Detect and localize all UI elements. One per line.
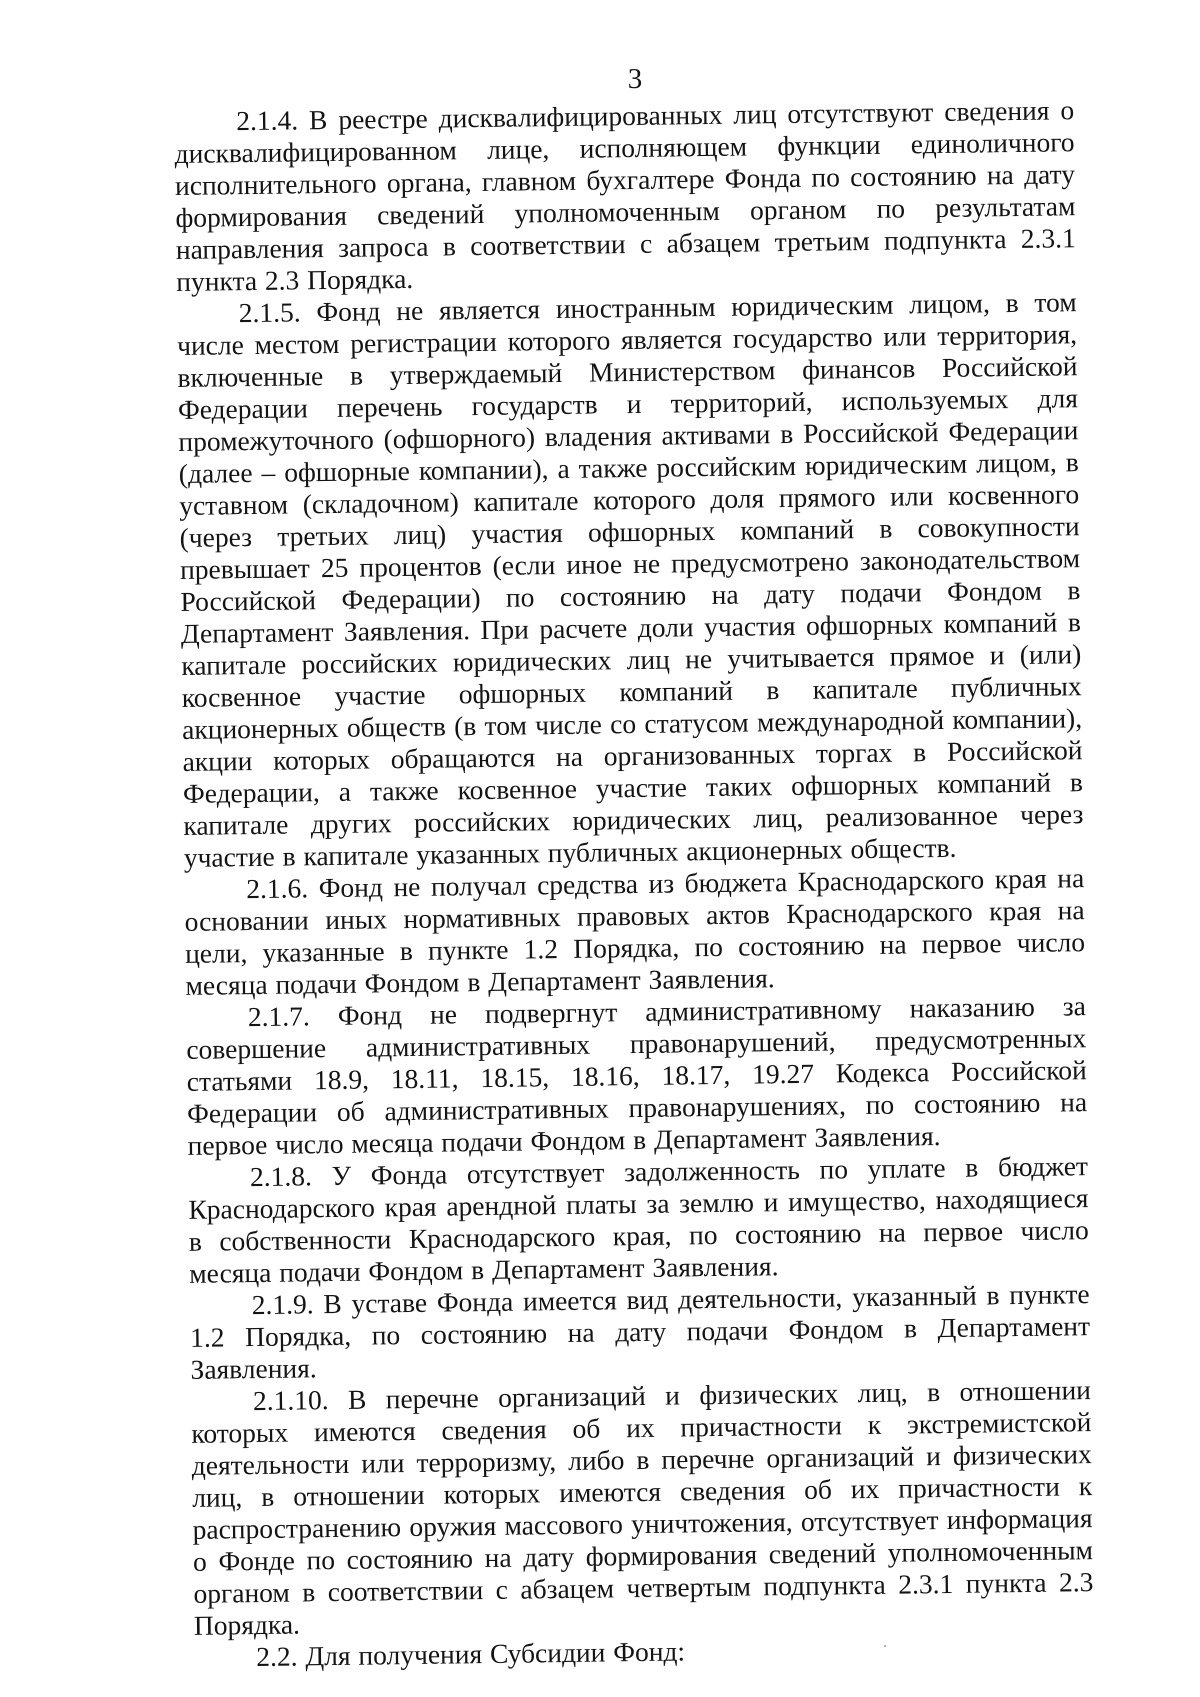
page-number: 3: [627, 63, 643, 95]
paragraph-2-1-9: 2.1.9. В уставе Фонда имеется вид деятельности, указанный в пункте 1.2 Порядка, по состоянию на дату подачи Фондом в Департамент Заявления.: [189, 1278, 1091, 1385]
paragraph-2-1-5: 2.1.5. Фонд не является иностранным юридическим лицом, в том числе местом регистрации которого является государство или территория, включенные в утверждаемый Министерством финансов Российской Федерации перечень государств и территорий, используемых для промежуточного (офшорного) владения активами в Российской Федерации (далее – офшорные компании), а также российским юридическим лицом, в уставном (складочном) капитале которого доля прямого или косвенного (через третьих лиц) участия офшорных компаний в совокупности превышает 25 процентов (если иное не предусмотрено законодательством Российской Федерации) по состоянию на дату подачи Фондом в Департамент Заявления. При расчете доли участия офшорных компаний в капитале российских юридических лиц не учитывается прямое и (или) косвенное участие офшорных компаний в капитале публичных акционерных обществ (в том числе со статусом международной компании), акции которых обращаются на организованных торгах в Российской Федерации, а также косвенное участие таких офшорных компаний в капитале других российских юридических лиц, реализованное через участие в капитале указанных публичных акционерных обществ.: [176, 286, 1084, 873]
paragraph-2-2: 2.2. Для получения Субсидии Фонд:: [256, 1635, 686, 1673]
paragraph-2-1-10: 2.1.10. В перечне организаций и физических лиц, в отношении которых имеются сведения об их причастности к экстремистской деятельности или терроризму, либо в перечне организаций и физических лиц, в отношении которых имеются сведения об их причастности к распространению оружия массового уничтожения, отсутствует информация о Фонде по состоянию на дату формирования сведений уполномоченным органом в соответствии с абзацем четвертым подпункта 2.3.1 пункта 2.3 Порядка.: [191, 1374, 1094, 1641]
paragraph-2-1-7: 2.1.7. Фонд не подвергнут административному наказанию за совершение административных правонарушений, предусмотренных статьями 18.9, 18.11, 18.15, 18.16, 18.17, 19.27 Кодекса Российской Федерации об административных правонарушениях, по состоянию на первое число месяца подачи Фондом в Департамент Заявления.: [186, 990, 1088, 1161]
scan-speck: [884, 1645, 886, 1647]
paragraph-2-1-4: 2.1.4. В реестре дисквалифицированных лиц отсутствуют сведения о дисквалифицированном лице, исполняющем функции единоличного исполнительного органа, главном бухгалтере Фонда по состоянию на дату формирования сведений уполномоченным органом по результатам направления запроса в соответствии с абзацем третьим подпункта 2.3.1 пункта 2.3 Порядка.: [174, 94, 1077, 297]
document-body: [174, 94, 1094, 1674]
paragraph-2-1-8: 2.1.8. У Фонда отсутствует задолженность по уплате в бюджет Краснодарского края арендной платы за землю и имущество, находящиеся в собственности Краснодарского края, по состоянию на первое число месяца подачи Фондом в Департамент Заявления.: [188, 1150, 1089, 1289]
paragraph-2-1-6: 2.1.6. Фонд не получал средства из бюджета Краснодарского края на основании иных нормативных правовых актов Краснодарского края на цели, указанные в пункте 1.2 Порядка, по состоянию на первое число месяца подачи Фондом в Департамент Заявления.: [184, 862, 1086, 1001]
